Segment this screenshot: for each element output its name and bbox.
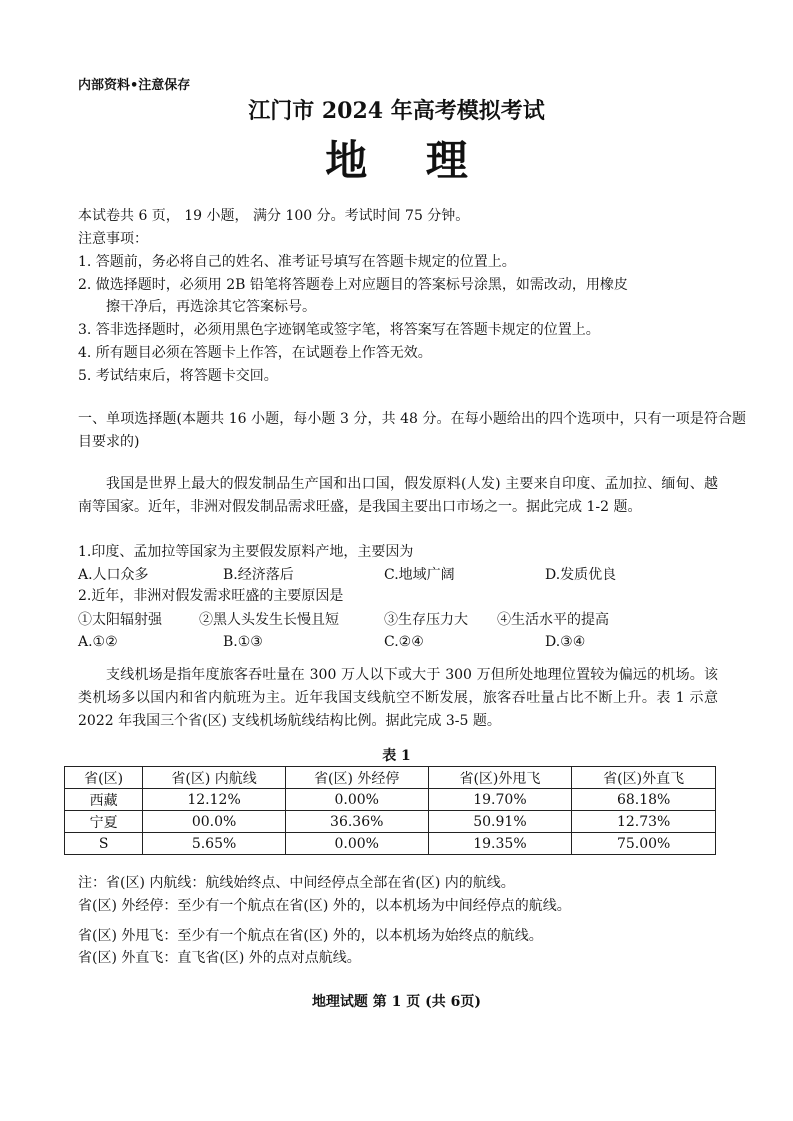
table-cell: 68.18% [572, 789, 716, 811]
table-cell: 西藏 [65, 789, 143, 811]
question-1-stem: 1.印度、孟加拉等国家为主要假发原料产地，主要因为 [78, 544, 414, 560]
subject-title: 地 理 [325, 136, 490, 185]
table-cell: 50.91% [428, 811, 572, 833]
option-a[interactable]: A.①② [78, 634, 118, 650]
option-d[interactable]: D.发质优良 [545, 567, 617, 583]
question-1-options [78, 564, 718, 586]
table-cell: 00.0% [143, 811, 286, 833]
table-cell: 12.73% [572, 811, 716, 833]
option-c[interactable]: C.地域广阔 [384, 567, 455, 583]
confidential-note: 内部资料•注意保存 [78, 78, 191, 93]
question-2-options [78, 631, 718, 653]
table-header-row [65, 767, 716, 789]
header-cell: 省(区) 外经停 [285, 767, 428, 789]
table-note: 省(区) 外直飞：直飞省(区) 外的点对点航线。 [78, 950, 361, 966]
header-cell: 省(区) [65, 767, 143, 789]
route-structure-table [64, 766, 716, 855]
header-cell: 省(区) 内航线 [143, 767, 286, 789]
table-cell: 12.12% [143, 789, 286, 811]
table-cell: 宁夏 [65, 811, 143, 833]
table-row [65, 789, 716, 811]
option-d[interactable]: D.③④ [545, 634, 586, 650]
passage-2: 支线机场是指年度旅客吞吐量在 300 万人以下或大于 300 万但所处地理位置较为偏远的机场。该类机场多以国内和省内航班为主。近年我国支线航空不断发展，旅客吞吐量占比不断上升。表 1 示意 2022 年我国三个省(区) 支线机场航线结构比例。据此完成 3-5 题。 [78, 667, 718, 729]
table-cell: 19.35% [428, 833, 572, 855]
question-2-choices [78, 609, 718, 631]
exam-intro: 本试卷共 6 页， 19 小题， 满分 100 分。考试时间 75 分钟。 [78, 208, 470, 224]
passage-1: 我国是世界上最大的假发制品生产国和出口国，假发原料(人发) 主要来自印度、孟加拉、缅甸、越南等国家。近年，非洲对假发制品需求旺盛，是我国主要出口市场之一。据此完成 1-2 题。 [78, 476, 718, 515]
choice-1: ①太阳辐射强 [78, 612, 162, 628]
table-cell: 19.70% [428, 789, 572, 811]
question-2-stem: 2.近年，非洲对假发需求旺盛的主要原因是 [78, 588, 344, 604]
exam-title: 江门市 2024 年高考模拟考试 [248, 98, 545, 124]
header-cell: 省(区)外甩飞 [428, 767, 572, 789]
notice-item: 3. 答非选择题时，必须用黑色字迹钢笔或签字笔，将答案写在答题卡规定的位置上。 [78, 322, 600, 338]
choice-4: ④生活水平的提高 [497, 612, 609, 628]
table-caption: 表 1 [382, 748, 411, 764]
option-c[interactable]: C.②④ [384, 634, 424, 650]
table-cell: S [65, 833, 143, 855]
notice-item: 5. 考试结束后，将答题卡交回。 [78, 368, 278, 384]
table-row [65, 811, 716, 833]
option-b[interactable]: B.①③ [223, 634, 263, 650]
table-note: 注：省(区) 内航线：航线始终点、中间经停点全部在省(区) 内的航线。 [78, 875, 515, 891]
page-footer: 地理试题 第 1 页 (共 6页) [311, 994, 482, 1010]
notice-item: 4. 所有题目必须在答题卡上作答，在试题卷上作答无效。 [78, 345, 432, 361]
notice-item-continued: 擦干净后，再选涂其它答案标号。 [106, 299, 316, 315]
header-cell: 省(区)外直飞 [572, 767, 716, 789]
notice-heading: 注意事项： [78, 231, 148, 247]
table-note: 省(区) 外甩飞：至少有一个航点在省(区) 外的，以本机场为始终点的航线。 [78, 928, 543, 944]
table-note: 省(区) 外经停：至少有一个航点在省(区) 外的，以本机场为中间经停点的航线。 [78, 898, 571, 914]
choice-2: ②黑人头发生长慢且短 [199, 612, 339, 628]
table-cell: 0.00% [285, 789, 428, 811]
table-cell: 0.00% [285, 833, 428, 855]
table-row [65, 833, 716, 855]
choice-3: ③生存压力大 [384, 612, 468, 628]
table-cell: 36.36% [285, 811, 428, 833]
section-heading: 一、单项选择题(本题共 16 小题，每小题 3 分，共 48 分。在每小题给出的四个选项中，只有一项是符合题目要求的) [78, 411, 746, 450]
table-cell: 75.00% [572, 833, 716, 855]
option-b[interactable]: B.经济落后 [223, 567, 294, 583]
notice-item: 1. 答题前，务必将自己的姓名、准考证号填写在答题卡规定的位置上。 [78, 254, 516, 270]
option-a[interactable]: A.人口众多 [78, 567, 149, 583]
table-cell: 5.65% [143, 833, 286, 855]
notice-item: 2. 做选择题时，必须用 2B 铅笔将答题卷上对应题目的答案标号涂黑，如需改动，用橡皮 [78, 277, 628, 293]
